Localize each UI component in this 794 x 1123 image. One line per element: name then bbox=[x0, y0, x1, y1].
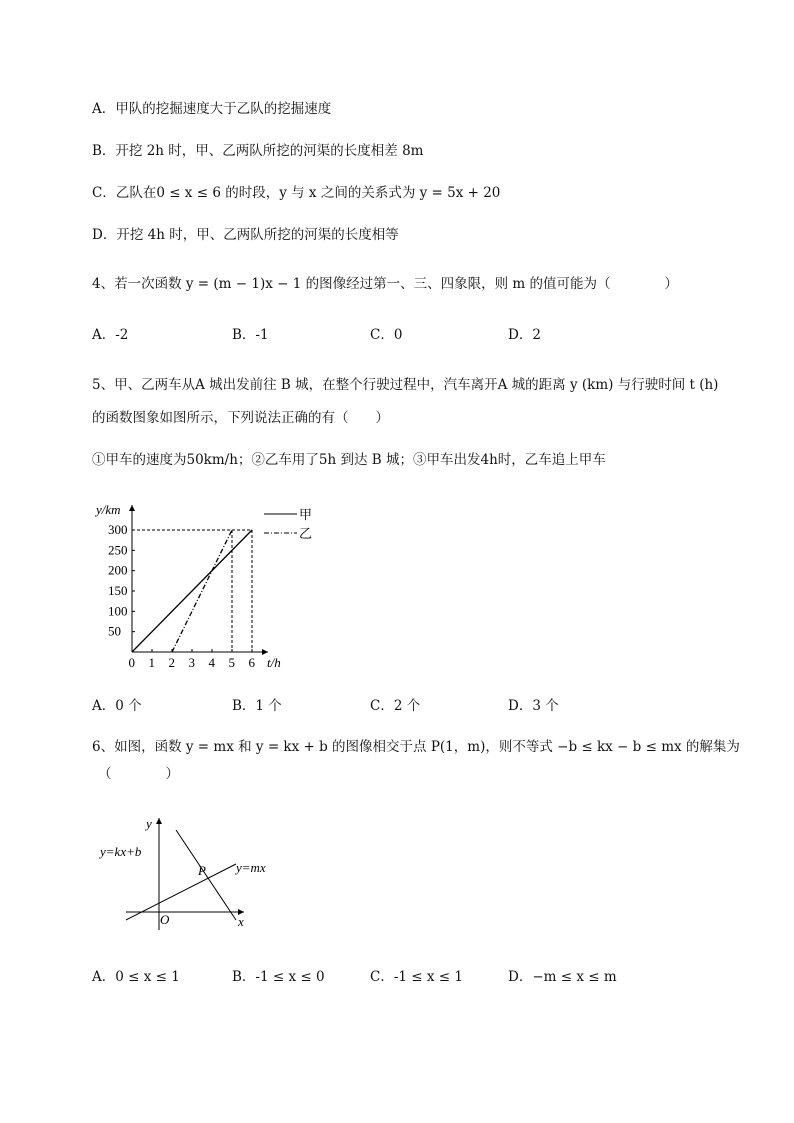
q4-option-b: B．-1 bbox=[232, 327, 269, 343]
q5-option-b: B．1 个 bbox=[232, 698, 282, 714]
legend-label-2: 乙 bbox=[299, 526, 313, 541]
q6-label-line1: y=kx+b bbox=[100, 844, 142, 859]
q6-option-c: C．-1 ≤ x ≤ 1 bbox=[370, 969, 463, 985]
q6-label-line2: y=mx bbox=[236, 860, 266, 875]
y-tick-label: 300 bbox=[108, 522, 128, 537]
q3-option-d: D．开挖 4h 时，甲、乙两队所挖的河渠的长度相等 bbox=[92, 227, 399, 243]
y-tick-label: 250 bbox=[108, 542, 128, 558]
series-line-1 bbox=[132, 530, 252, 652]
q5-option-d: D．3 个 bbox=[508, 698, 559, 714]
q4-stem: 4、若一次函数 y = (m − 1)x − 1 的图像经过第一、三、四象限，则 m 的值可能为（ ） bbox=[92, 276, 678, 292]
q6-figure bbox=[96, 812, 286, 942]
q3-option-c: C．乙队在0 ≤ x ≤ 6 的时段，y 与 x 之间的关系式为 y = 5x + 20 bbox=[92, 185, 501, 201]
q5-option-a: A．0 个 bbox=[92, 698, 142, 714]
q5-chart bbox=[92, 497, 332, 677]
y-axis-label: y/km bbox=[96, 502, 121, 517]
y-tick-label: 200 bbox=[108, 562, 128, 578]
x-axis-label: t/h bbox=[267, 655, 281, 670]
q3-option-a: A．甲队的挖掘速度大于乙队的挖掘速度 bbox=[92, 101, 332, 117]
x-tick-label: 1 bbox=[148, 655, 155, 670]
series-line-2 bbox=[172, 530, 232, 652]
y-tick-label: 100 bbox=[108, 603, 128, 619]
x-tick-label: 0 bbox=[128, 655, 135, 670]
q6-option-a: A．0 ≤ x ≤ 1 bbox=[92, 969, 180, 985]
q6-option-d: D．−m ≤ x ≤ m bbox=[508, 969, 617, 985]
x-tick-label: 5 bbox=[228, 655, 235, 670]
q3-option-b: B．开挖 2h 时，甲、乙两队所挖的河渠的长度相差 8m bbox=[92, 143, 424, 159]
q6-label-origin: O bbox=[160, 912, 170, 927]
q6-label-y: y bbox=[146, 816, 152, 831]
q6-stem-line1: 6、如图，函数 y = mx 和 y = kx + b 的图像相交于点 P(1，m)，则不等式 −b ≤ kx − b ≤ mx 的解集为 bbox=[92, 739, 740, 755]
x-tick-label: 2 bbox=[168, 655, 175, 670]
q6-label-point: P bbox=[198, 863, 206, 878]
x-tick-label: 3 bbox=[188, 655, 195, 670]
q6-stem-line2: （ ） bbox=[98, 766, 179, 782]
q5-statements: ①甲车的速度为50km/h；②乙车用了5h 到达 B 城；③甲车出发4h时，乙车追上甲车 bbox=[92, 452, 606, 468]
y-tick-label: 150 bbox=[108, 583, 128, 598]
x-tick-label: 4 bbox=[208, 655, 215, 670]
legend-label-1: 甲 bbox=[299, 507, 313, 522]
q6-label-x: x bbox=[238, 914, 244, 929]
q5-stem-line1: 5、甲、乙两车从A 城出发前往 B 城，在整个行驶过程中，汽车离开A 城的距离 y (km) 与行驶时间 t (h) bbox=[92, 377, 719, 393]
y-tick-label: 50 bbox=[108, 623, 121, 639]
q6-option-b: B．-1 ≤ x ≤ 0 bbox=[232, 969, 325, 985]
q4-option-c: C．0 bbox=[370, 327, 403, 343]
q4-option-d: D．2 bbox=[508, 327, 541, 343]
q4-option-a: A．-2 bbox=[92, 327, 129, 343]
q5-option-c: C．2 个 bbox=[370, 698, 421, 714]
q6-line-kx-b bbox=[176, 830, 236, 920]
q5-stem-line2: 的函数图象如图所示，下列说法正确的有（ ） bbox=[92, 410, 389, 426]
x-tick-label: 6 bbox=[248, 655, 255, 670]
